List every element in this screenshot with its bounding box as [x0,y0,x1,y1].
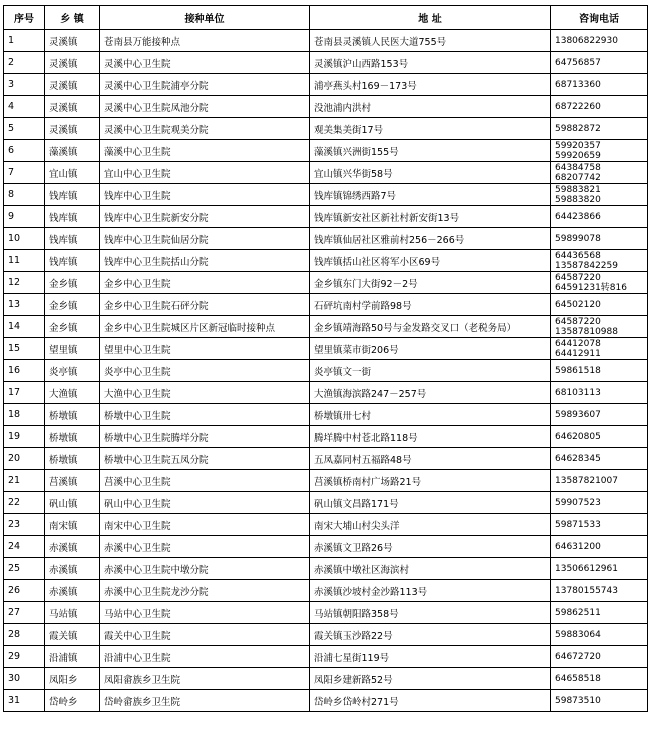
table-row [4,448,648,470]
cell-town: 钱库镇 [45,228,100,250]
cell-phone: 64587220 13587810988 [551,316,648,338]
cell-address: 没池浦内洪村 [310,96,551,118]
cell-phone: 59862511 [551,602,648,624]
cell-phone: 68713360 [551,74,648,96]
table-row [4,514,648,536]
cell-no: 2 [4,52,45,74]
cell-phone: 59882872 [551,118,648,140]
cell-town: 炎亭镇 [45,360,100,382]
cell-town: 马站镇 [45,602,100,624]
cell-phone: 64502120 [551,294,648,316]
cell-no: 13 [4,294,45,316]
table-row [4,184,648,206]
cell-phone: 64587220 64591231转816 [551,272,648,294]
vaccination-sites-table [3,5,648,712]
cell-no: 22 [4,492,45,514]
cell-unit: 矾山中心卫生院 [100,492,310,514]
table-row [4,162,648,184]
cell-phone: 64672720 [551,646,648,668]
cell-no: 24 [4,536,45,558]
cell-unit: 灵溪中心卫生院观美分院 [100,118,310,140]
cell-town: 金乡镇 [45,316,100,338]
cell-no: 19 [4,426,45,448]
table-row [4,580,648,602]
cell-phone: 13780155743 [551,580,648,602]
cell-no: 25 [4,558,45,580]
cell-town: 凤阳乡 [45,668,100,690]
cell-address: 望里镇菜市街206号 [310,338,551,360]
header-unit: 接种单位 [100,6,310,30]
table-row [4,646,648,668]
cell-address: 莒溪镇桥南村广场路21号 [310,470,551,492]
table-row [4,624,648,646]
cell-address: 腾垟腾中村苍北路118号 [310,426,551,448]
cell-unit: 马站中心卫生院 [100,602,310,624]
cell-no: 28 [4,624,45,646]
cell-unit: 钱库中心卫生院 [100,184,310,206]
table-row [4,118,648,140]
cell-address: 钱库镇新安社区新社村新安街13号 [310,206,551,228]
cell-address: 金乡镇靖海路50号与金发路交叉口（老税务局） [310,316,551,338]
cell-address: 赤溪镇沙坡村金沙路113号 [310,580,551,602]
cell-no: 11 [4,250,45,272]
cell-no: 14 [4,316,45,338]
cell-unit: 赤溪中心卫生院中墩分院 [100,558,310,580]
cell-unit: 桥墩中心卫生院腾垟分院 [100,426,310,448]
table-header-row [4,6,648,30]
cell-town: 钱库镇 [45,184,100,206]
cell-no: 17 [4,382,45,404]
cell-phone: 64436568 13587842259 [551,250,648,272]
cell-phone: 59907523 [551,492,648,514]
cell-unit: 金乡中心卫生院城区片区新冠临时接种点 [100,316,310,338]
cell-town: 大渔镇 [45,382,100,404]
cell-no: 16 [4,360,45,382]
cell-address: 石砰坑南村学前路98号 [310,294,551,316]
cell-town: 赤溪镇 [45,580,100,602]
cell-town: 莒溪镇 [45,470,100,492]
cell-unit: 灵溪中心卫生院凤池分院 [100,96,310,118]
cell-address: 钱库镇锦绣西路7号 [310,184,551,206]
cell-address: 五凤嘉同村五福路48号 [310,448,551,470]
cell-town: 金乡镇 [45,294,100,316]
cell-no: 3 [4,74,45,96]
header-no: 序号 [4,6,45,30]
cell-no: 9 [4,206,45,228]
cell-unit: 大渔中心卫生院 [100,382,310,404]
table-row [4,228,648,250]
table-row [4,294,648,316]
cell-phone: 59899078 [551,228,648,250]
cell-address: 凤阳乡建新路52号 [310,668,551,690]
cell-phone: 59883821 59883820 [551,184,648,206]
cell-no: 4 [4,96,45,118]
cell-address: 浦亭燕头村169－173号 [310,74,551,96]
table-row [4,206,648,228]
cell-address: 岱岭乡岱岭村271号 [310,690,551,712]
cell-no: 30 [4,668,45,690]
cell-phone: 13506612961 [551,558,648,580]
header-phone: 咨询电话 [551,6,648,30]
cell-unit: 南宋中心卫生院 [100,514,310,536]
cell-no: 27 [4,602,45,624]
cell-unit: 岱岭畲族乡卫生院 [100,690,310,712]
cell-phone: 59861518 [551,360,648,382]
table-row [4,140,648,162]
cell-address: 赤溪镇文卫路26号 [310,536,551,558]
cell-unit: 望里中心卫生院 [100,338,310,360]
cell-address: 霞关镇玉沙路22号 [310,624,551,646]
table-row [4,536,648,558]
table-row [4,404,648,426]
cell-unit: 赤溪中心卫生院龙沙分院 [100,580,310,602]
cell-no: 6 [4,140,45,162]
cell-no: 21 [4,470,45,492]
cell-unit: 宜山中心卫生院 [100,162,310,184]
cell-no: 18 [4,404,45,426]
cell-no: 12 [4,272,45,294]
cell-phone: 64658518 [551,668,648,690]
table-row [4,382,648,404]
table-row [4,96,648,118]
cell-address: 灵溪镇沪山西路153号 [310,52,551,74]
table-row [4,52,648,74]
cell-no: 1 [4,30,45,52]
cell-address: 桥墩镇卅七村 [310,404,551,426]
cell-unit: 藻溪中心卫生院 [100,140,310,162]
cell-town: 矾山镇 [45,492,100,514]
cell-no: 10 [4,228,45,250]
cell-unit: 灵溪中心卫生院 [100,52,310,74]
cell-address: 观美集美街17号 [310,118,551,140]
cell-phone: 13806822930 [551,30,648,52]
cell-phone: 64384758 68207742 [551,162,648,184]
cell-unit: 炎亭中心卫生院 [100,360,310,382]
cell-unit: 桥墩中心卫生院 [100,404,310,426]
cell-unit: 灵溪中心卫生院浦亭分院 [100,74,310,96]
cell-phone: 64412078 64412911 [551,338,648,360]
cell-town: 赤溪镇 [45,536,100,558]
cell-town: 赤溪镇 [45,558,100,580]
cell-phone: 64423866 [551,206,648,228]
cell-unit: 凤阳畲族乡卫生院 [100,668,310,690]
cell-town: 沿浦镇 [45,646,100,668]
cell-town: 霞关镇 [45,624,100,646]
cell-address: 马站镇朝阳路358号 [310,602,551,624]
table-row [4,470,648,492]
cell-address: 炎亭镇文一街 [310,360,551,382]
table-row [4,492,648,514]
cell-unit: 霞关中心卫生院 [100,624,310,646]
cell-address: 苍南县灵溪镇人民医大道755号 [310,30,551,52]
cell-phone: 59883064 [551,624,648,646]
table-row [4,426,648,448]
cell-phone: 64628345 [551,448,648,470]
table-row [4,360,648,382]
cell-town: 桥墩镇 [45,448,100,470]
table-row [4,558,648,580]
cell-address: 藻溪镇兴洲街155号 [310,140,551,162]
cell-no: 8 [4,184,45,206]
cell-no: 26 [4,580,45,602]
cell-phone: 59873510 [551,690,648,712]
cell-address: 钱库镇括山社区将军小区69号 [310,250,551,272]
cell-address: 金乡镇东门大街92－2号 [310,272,551,294]
cell-phone: 64756857 [551,52,648,74]
cell-unit: 金乡中心卫生院 [100,272,310,294]
table-row [4,668,648,690]
cell-phone: 59893607 [551,404,648,426]
cell-town: 灵溪镇 [45,96,100,118]
cell-phone: 68722260 [551,96,648,118]
cell-no: 20 [4,448,45,470]
cell-no: 29 [4,646,45,668]
cell-no: 31 [4,690,45,712]
cell-unit: 苍南县万能接种点 [100,30,310,52]
cell-address: 大渔镇海滨路247－257号 [310,382,551,404]
table-row [4,74,648,96]
cell-town: 岱岭乡 [45,690,100,712]
cell-no: 5 [4,118,45,140]
cell-town: 钱库镇 [45,206,100,228]
cell-unit: 钱库中心卫生院仙居分院 [100,228,310,250]
table-row [4,316,648,338]
cell-town: 藻溪镇 [45,140,100,162]
cell-phone: 64620805 [551,426,648,448]
cell-unit: 金乡中心卫生院石砰分院 [100,294,310,316]
cell-unit: 沿浦中心卫生院 [100,646,310,668]
cell-unit: 钱库中心卫生院新安分院 [100,206,310,228]
cell-town: 灵溪镇 [45,74,100,96]
cell-no: 23 [4,514,45,536]
cell-no: 15 [4,338,45,360]
cell-town: 宜山镇 [45,162,100,184]
cell-address: 矾山镇文昌路171号 [310,492,551,514]
cell-unit: 钱库中心卫生院括山分院 [100,250,310,272]
cell-town: 金乡镇 [45,272,100,294]
cell-town: 望里镇 [45,338,100,360]
cell-phone: 68103113 [551,382,648,404]
table-row [4,250,648,272]
header-address: 地 址 [310,6,551,30]
cell-phone: 59871533 [551,514,648,536]
cell-town: 钱库镇 [45,250,100,272]
cell-town: 桥墩镇 [45,426,100,448]
cell-address: 宜山镇兴华街58号 [310,162,551,184]
cell-phone: 13587821007 [551,470,648,492]
table-row [4,602,648,624]
cell-address: 南宋大埔山村尖头洋 [310,514,551,536]
cell-phone: 64631200 [551,536,648,558]
table-row [4,338,648,360]
cell-town: 灵溪镇 [45,118,100,140]
cell-address: 钱库镇仙居社区雅前村256－266号 [310,228,551,250]
cell-unit: 莒溪中心卫生院 [100,470,310,492]
cell-no: 7 [4,162,45,184]
cell-unit: 桥墩中心卫生院五凤分院 [100,448,310,470]
cell-town: 灵溪镇 [45,52,100,74]
table-row [4,272,648,294]
cell-address: 沿浦七星街119号 [310,646,551,668]
cell-address: 赤溪镇中墩社区海滨村 [310,558,551,580]
cell-unit: 赤溪中心卫生院 [100,536,310,558]
cell-town: 灵溪镇 [45,30,100,52]
cell-town: 南宋镇 [45,514,100,536]
cell-town: 桥墩镇 [45,404,100,426]
table-row [4,690,648,712]
header-town: 乡 镇 [45,6,100,30]
cell-phone: 59920357 59920659 [551,140,648,162]
table-row [4,30,648,52]
